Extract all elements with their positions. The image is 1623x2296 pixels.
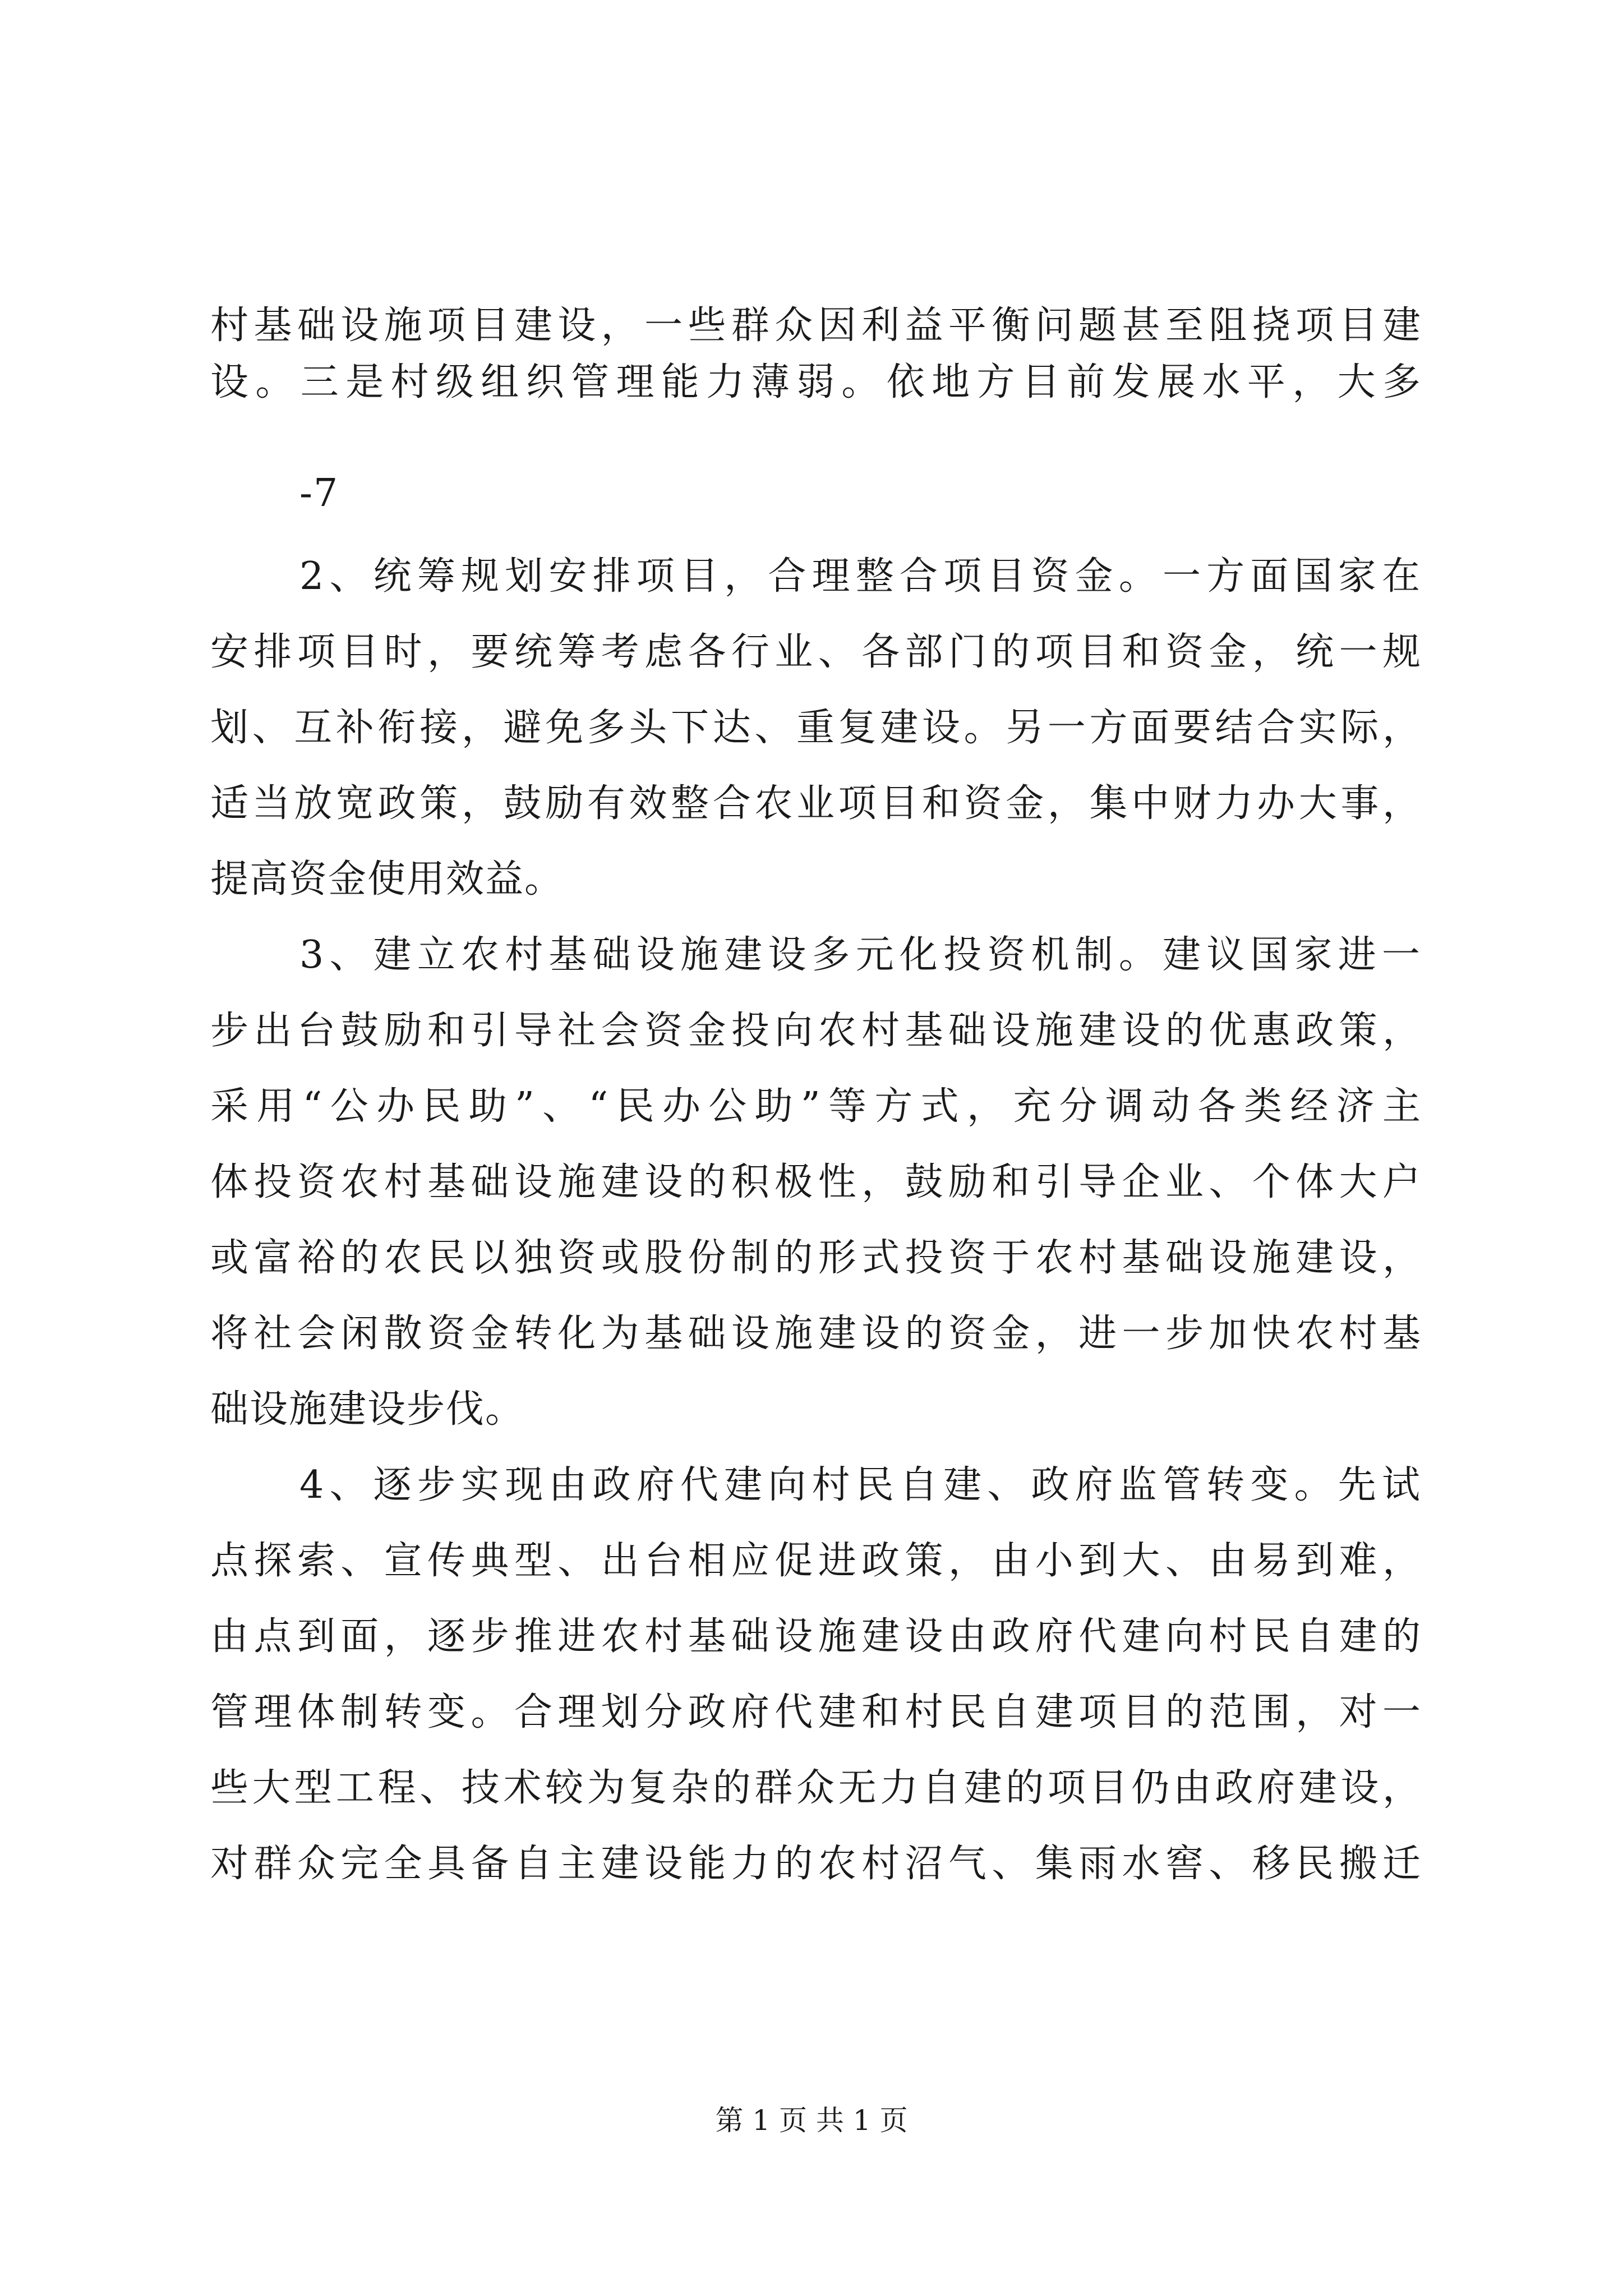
text-line-2: 设。三是村级组织管理能力薄弱。依地方目前发展水平，大多 (210, 360, 1422, 404)
paragraph-2-line-3: 划、互补衔接，避免多头下达、重复建设。另一方面要结合实际， (210, 706, 1422, 750)
paragraph-2-line-5: 提高资金使用效益。 (210, 857, 564, 901)
paragraph-4-line-4: 管理体制转变。合理划分政府代建和村民自建项目的范围，对一 (210, 1690, 1422, 1734)
paragraph-2-line-2: 安排项目时，要统筹考虑各行业、各部门的项目和资金，统一规 (210, 630, 1422, 674)
paragraph-2-line-4: 适当放宽政策，鼓励有效整合农业项目和资金，集中财力办大事， (210, 781, 1422, 826)
paragraph-3-line-6: 将社会闲散资金转化为基础设施建设的资金，进一步加快农村基 (210, 1312, 1422, 1356)
paragraph-3-line-5: 或富裕的农民以独资或股份制的形式投资于农村基础设施建设， (210, 1236, 1422, 1280)
page-marker: -7 (299, 471, 339, 516)
paragraph-4-line-6: 对群众完全具备自主建设能力的农村沼气、集雨水窖、移民搬迁 (210, 1842, 1422, 1886)
paragraph-3-line-7: 础设施建设步伐。 (210, 1387, 525, 1432)
page-footer: 第 1 页 共 1 页 (715, 2104, 908, 2137)
text-line-1: 村基础设施项目建设，一些群众因利益平衡问题甚至阻挠项目建 (210, 303, 1422, 348)
paragraph-2-line-1: 2、统筹规划安排项目，合理整合项目资金。一方面国家在 (299, 554, 1421, 599)
paragraph-4-line-2: 点探索、宣传典型、出台相应促进政策，由小到大、由易到难， (210, 1539, 1422, 1583)
paragraph-3-line-1: 3、建立农村基础设施建设多元化投资机制。建议国家进一 (299, 933, 1421, 977)
paragraph-3-line-3: 采用“公办民助”、“民办公助”等方式，充分调动各类经济主 (210, 1084, 1422, 1129)
paragraph-4-line-1: 4、逐步实现由政府代建向村民自建、政府监管转变。先试 (299, 1463, 1421, 1507)
paragraph-4-line-3: 由点到面，逐步推进农村基础设施建设由政府代建向村民自建的 (210, 1614, 1422, 1659)
paragraph-4-line-5: 些大型工程、技术较为复杂的群众无力自建的项目仍由政府建设， (210, 1766, 1422, 1810)
paragraph-3-line-4: 体投资农村基础设施建设的积极性，鼓励和引导企业、个体大户 (210, 1160, 1422, 1204)
paragraph-3-line-2: 步出台鼓励和引导社会资金投向农村基础设施建设的优惠政策， (210, 1009, 1422, 1053)
